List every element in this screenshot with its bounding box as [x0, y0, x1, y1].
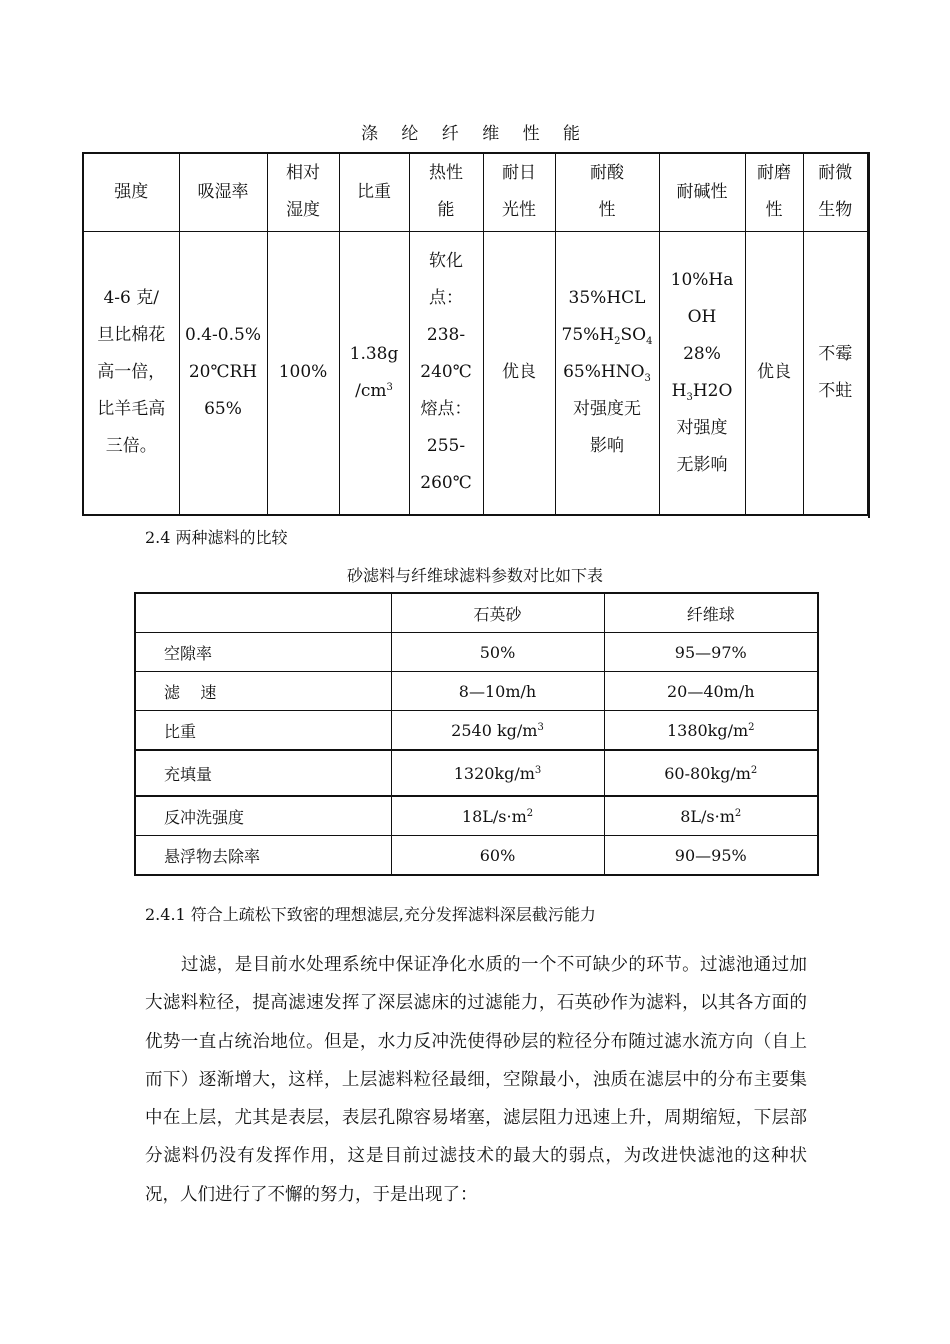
- sand-value: 50%: [391, 633, 604, 672]
- fiber-value: $1380kg/m^2$: [604, 711, 818, 751]
- sand-value: 60%: [391, 836, 604, 876]
- row-label: 比重: [135, 711, 391, 751]
- table1-header-row: [83, 153, 868, 231]
- table1-outer-border: [868, 152, 870, 518]
- header-abrasion-resistance: 耐磨 性: [745, 153, 803, 231]
- table2-title: 砂滤料与纤维球滤料参数对比如下表: [346, 566, 603, 585]
- header-specific-gravity: 比重: [339, 153, 409, 231]
- cell-strength: 4-6 克/ 旦比棉花 高一倍， 比羊毛高 三倍。: [83, 231, 179, 515]
- row-label: 悬浮物去除率: [135, 836, 391, 876]
- header-strength: 强度: [83, 153, 179, 231]
- cell-humidity: 100%: [267, 231, 339, 515]
- cell-abrasion: 优良: [745, 231, 803, 515]
- header-microbe-resistance: 耐微 生物: [803, 153, 868, 231]
- header-thermal: 热性 能: [409, 153, 483, 231]
- table-row: [135, 836, 818, 876]
- header-moisture-regain: 吸湿率: [179, 153, 267, 231]
- row-label: 滤 速: [135, 672, 391, 711]
- sand-value: $1320kg/m^3$: [391, 750, 604, 796]
- sand-value: 8—10m/h: [391, 672, 604, 711]
- cell-light: 优良: [483, 231, 555, 515]
- fiber-value: 90—95%: [604, 836, 818, 876]
- cell-moisture: 0.4-0.5% 20℃RH 65%: [179, 231, 267, 515]
- header-fiber-ball: 纤维球: [604, 593, 818, 633]
- header-acid-resistance: 耐酸 性: [555, 153, 659, 231]
- header-relative-humidity: 相对 湿度: [267, 153, 339, 231]
- sand-value: 2540 $kg/m^3$: [391, 711, 604, 751]
- table-row: [135, 796, 818, 836]
- polyester-properties-table: [82, 152, 869, 516]
- table1-data-row: [83, 231, 868, 515]
- table-row: [135, 633, 818, 672]
- header-blank: [135, 593, 391, 633]
- body-paragraph: 过滤，是目前水处理系统中保证净化水质的一个不可缺少的环节。过滤池通过加大滤料粒径，提高滤速发挥了深层滤床的过滤能力，石英砂作为滤料，以其各方面的优势一直占统治地位。但是，水力反冲洗使得砂层的粒径分布随过滤水流方向（自上而下）逐渐增大，这样，上层滤料粒径最细，空隙最小，浊质在滤层中的分布主要集中在上层，尤其是表层，表层孔隙容易堵塞，滤层阻力迅速上升，周期缩短，下层部分滤料仍没有发挥作用，这是目前过滤技术的最大的弱点，为改进快滤池的这种状况，人们进行了不懈的努力，于是出现了：: [145, 955, 807, 1205]
- section-heading-2-4: 2.4 两种滤料的比较: [145, 528, 288, 547]
- sand-value: $18L/s\cdot m^2$: [391, 796, 604, 836]
- row-label: 充填量: [135, 750, 391, 796]
- table-row: [135, 672, 818, 711]
- table-row: [135, 711, 818, 751]
- row-label: 反冲洗强度: [135, 796, 391, 836]
- header-light-resistance: 耐日 光性: [483, 153, 555, 231]
- table1-title: 涤 纶 纤 维 性 能: [360, 124, 590, 144]
- fiber-value: 95—97%: [604, 633, 818, 672]
- section-heading-2-4-1: 2.4.1 符合上疏松下致密的理想滤层,充分发挥滤料深层截污能力: [145, 905, 596, 924]
- cell-microbe: 不霉 不蛀: [803, 231, 868, 515]
- filter-comparison-table: [134, 592, 819, 876]
- fiber-value: $8L/s\cdot m^2$: [604, 796, 818, 836]
- cell-acid: 35%HCL $75\%H_2SO_4$ $65\%HNO_3$ 对强度无 影响: [555, 231, 659, 515]
- header-alkali-resistance: 耐碱性: [659, 153, 745, 231]
- row-label: 空隙率: [135, 633, 391, 672]
- fiber-value: $60-80kg/m^2$: [604, 750, 818, 796]
- cell-gravity: 1.38g $/cm^3$: [339, 231, 409, 515]
- header-quartz-sand: 石英砂: [391, 593, 604, 633]
- fiber-value: 20—40m/h: [604, 672, 818, 711]
- cell-thermal: 软化 点： 238- 240℃ 熔点： 255- 260℃: [409, 231, 483, 515]
- cell-alkali: 10%Ha OH 28% $H_3H2O$ 对强度 无影响: [659, 231, 745, 515]
- table2-header-row: [135, 593, 818, 633]
- table-row: [135, 750, 818, 796]
